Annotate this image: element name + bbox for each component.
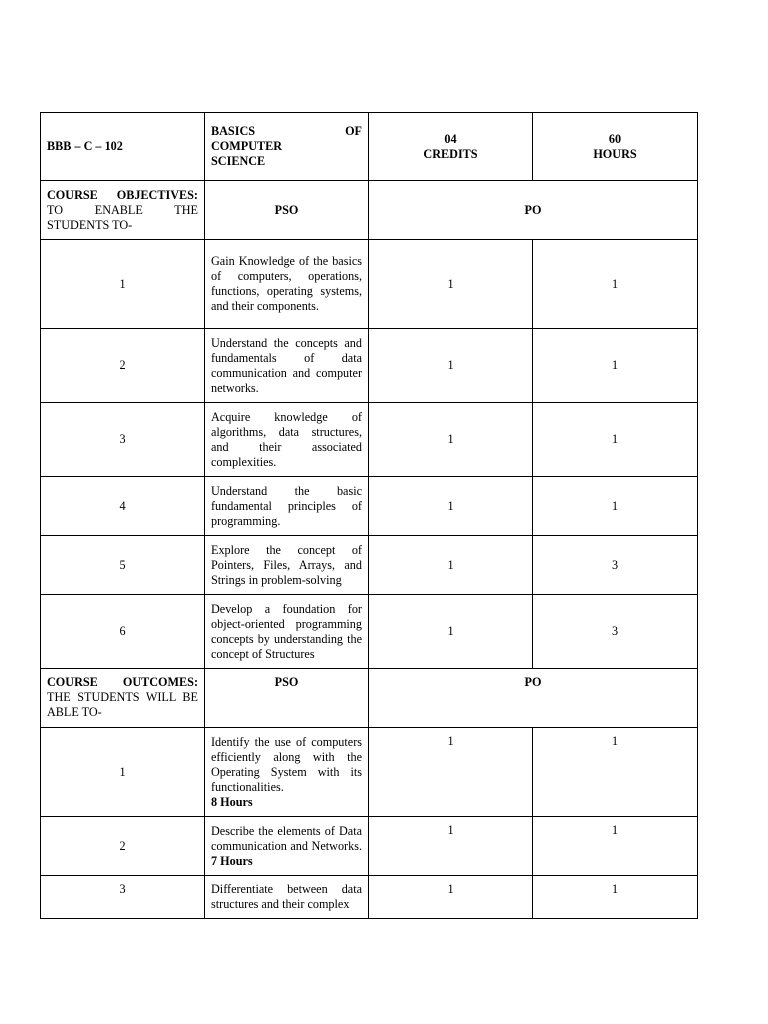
outcome-number: 3 [41,876,205,919]
objectives-header-row [41,181,698,240]
objective-pso: 1 [369,240,533,329]
objective-number: 2 [41,329,205,403]
outcome-hours: 7 Hours [211,853,253,868]
outcomes-header-row [41,669,698,728]
objective-po: 1 [533,403,698,477]
objective-text: Gain Knowledge of the basics of computers, operations, functions, operating systems, and their components. [205,240,369,329]
objective-po: 1 [533,477,698,536]
outcome-text-cell [205,728,369,817]
objective-text: Understand the basic fundamental principles of programming. [205,477,369,536]
hours-label: HOURS [593,146,637,161]
credits-cell [369,113,533,181]
objective-pso: 1 [369,536,533,595]
objectives-heading-cell [41,181,205,240]
outcomes-intro: THE STUDENTS WILL BE ABLE TO- [47,690,198,719]
objective-row [41,329,698,403]
course-title-line-2: COMPUTER [211,139,283,153]
objective-row [41,536,698,595]
objectives-label: COURSE OBJECTIVES: [47,187,198,202]
objective-number: 6 [41,595,205,669]
outcome-text: Differentiate between data structures and their complex [205,876,369,919]
credits-number: 04 [444,131,457,146]
outcome-text: Describe the elements of Data communication and Networks. [211,823,362,853]
outcomes-heading-cell [41,669,205,728]
objective-text: Understand the concepts and fundamentals of data communication and computer networks. [205,329,369,403]
objective-number: 4 [41,477,205,536]
course-title [205,113,369,181]
objective-row [41,240,698,329]
course-code: BBB – C – 102 [41,113,205,181]
outcome-row [41,817,698,876]
objective-po: 1 [533,240,698,329]
credits-label: CREDITS [423,146,478,161]
objective-number: 1 [41,240,205,329]
hours-cell [533,113,698,181]
outcome-hours: 8 Hours [211,794,253,809]
outcome-po: 1 [533,728,698,817]
objective-pso: 1 [369,403,533,477]
outcome-pso: 1 [369,876,533,919]
objective-pso: 1 [369,595,533,669]
outcome-row [41,728,698,817]
header-row [41,113,698,181]
outcome-pso: 1 [369,817,533,876]
outcome-po: 1 [533,817,698,876]
objective-row [41,403,698,477]
objective-pso: 1 [369,329,533,403]
objectives-po-header: PO [369,181,698,240]
outcome-number: 1 [41,728,205,817]
course-title-word-1: BASICS [211,124,256,138]
objectives-intro: TO ENABLE THE STUDENTS TO- [47,202,198,232]
objectives-pso-header: PSO [205,181,369,240]
outcomes-po-header: PO [369,669,698,728]
syllabus-table [40,112,698,919]
objective-number: 3 [41,403,205,477]
outcome-po: 1 [533,876,698,919]
objective-row [41,477,698,536]
course-title-word-2: OF [345,124,362,138]
objective-number: 5 [41,536,205,595]
objective-text: Develop a foundation for object-oriented programming concepts by understanding the concept of Structures [205,595,369,669]
objective-po: 3 [533,536,698,595]
hours-number: 60 [608,131,622,146]
outcome-text: Identify the use of computers efficiently along with the Operating System with its functionalities. [211,734,362,794]
outcome-text-cell [205,817,369,876]
course-title-line-3: SCIENCE [211,154,266,168]
outcome-pso: 1 [369,728,533,817]
objective-text: Explore the concept of Pointers, Files, Arrays, and Strings in problem-solving [205,536,369,595]
outcome-number: 2 [41,817,205,876]
objective-pso: 1 [369,477,533,536]
objective-text: Acquire knowledge of algorithms, data structures, and their associated complexities. [205,403,369,477]
outcome-row [41,876,698,919]
objective-po: 1 [533,329,698,403]
objective-po: 3 [533,595,698,669]
outcomes-pso-header: PSO [205,669,369,728]
outcomes-label: COURSE OUTCOMES: [47,675,198,689]
objective-row [41,595,698,669]
